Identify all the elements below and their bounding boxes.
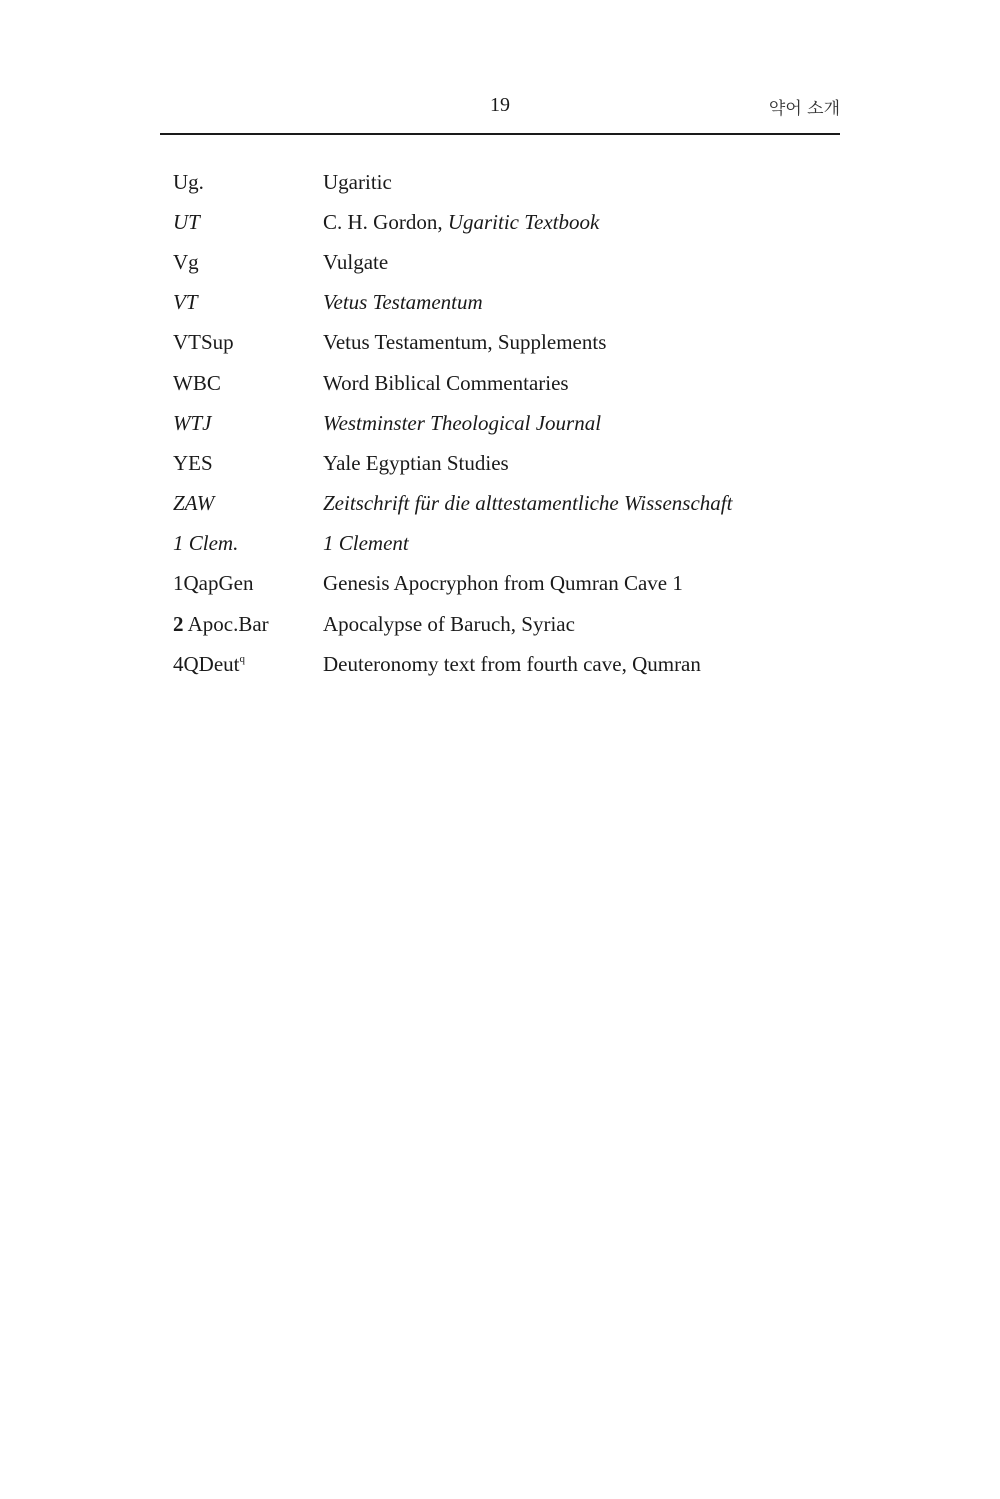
page-number: 19 — [490, 94, 510, 116]
abbreviation-term: WBC — [173, 370, 221, 395]
abbreviation-definition — [323, 209, 833, 234]
abbreviation-definition: Deuteronomy text from fourth cave, Qumran — [323, 651, 701, 676]
abbreviation-definition: Yale Egyptian Studies — [323, 450, 509, 475]
abbreviation-term: Vg — [173, 249, 199, 274]
abbreviation-row — [173, 162, 833, 202]
abbreviation-term: ZAW — [173, 491, 215, 516]
abbreviation-term: 1 Clem. — [173, 531, 239, 556]
abbreviation-row — [173, 202, 833, 242]
abbreviation-definition: Westminster Theological Journal — [323, 410, 602, 435]
abbreviation-row — [173, 283, 833, 323]
abbreviation-term: Ug. — [173, 169, 204, 194]
abbreviation-term — [173, 651, 323, 676]
abbreviation-definition: Vetus Testamentum, Supplements — [323, 330, 607, 355]
abbreviation-definition: Zeitschrift für die alttestamentliche Wissenschaft — [323, 491, 733, 516]
abbreviation-text: Apoc.Bar — [183, 611, 269, 636]
abbreviation-row — [173, 604, 833, 644]
abbreviation-row — [173, 644, 833, 684]
abbreviation-list — [173, 162, 833, 684]
abbreviation-term: UT — [173, 209, 200, 234]
abbreviation-row — [173, 484, 833, 524]
abbreviation-term: YES — [173, 450, 213, 475]
abbreviation-definition: Genesis Apocryphon from Qumran Cave 1 — [323, 571, 683, 596]
abbreviation-term: WTJ — [173, 410, 212, 435]
abbreviation-number: 2 — [173, 611, 184, 636]
abbreviation-definition: Word Biblical Commentaries — [323, 370, 569, 395]
abbreviation-term: VTSup — [173, 330, 234, 355]
header-rule — [160, 133, 840, 135]
abbreviation-definition: Ugaritic — [323, 169, 392, 194]
abbreviation-definition: Vetus Testamentum — [323, 290, 483, 315]
abbreviation-row — [173, 323, 833, 363]
abbreviation-row — [173, 443, 833, 483]
abbreviation-term — [173, 611, 323, 636]
abbreviation-term: 1QapGen — [173, 571, 254, 596]
definition-title: Ugaritic Textbook — [447, 209, 600, 234]
running-title: 약어 소개 — [768, 99, 840, 119]
abbreviation-row — [173, 363, 833, 403]
abbreviation-definition: Apocalypse of Baruch, Syriac — [323, 611, 575, 636]
abbreviation-row — [173, 524, 833, 564]
abbreviation-row — [173, 564, 833, 604]
page-header — [160, 90, 840, 124]
abbreviation-superscript: q — [239, 652, 245, 665]
abbreviation-text: 4QDeut — [173, 651, 240, 676]
abbreviation-row — [173, 242, 833, 282]
abbreviation-term: VT — [173, 290, 198, 315]
abbreviation-row — [173, 403, 833, 443]
abbreviation-definition: Vulgate — [323, 249, 389, 274]
definition-author: C. H. Gordon, — [323, 209, 448, 234]
abbreviation-definition: 1 Clement — [323, 531, 409, 556]
